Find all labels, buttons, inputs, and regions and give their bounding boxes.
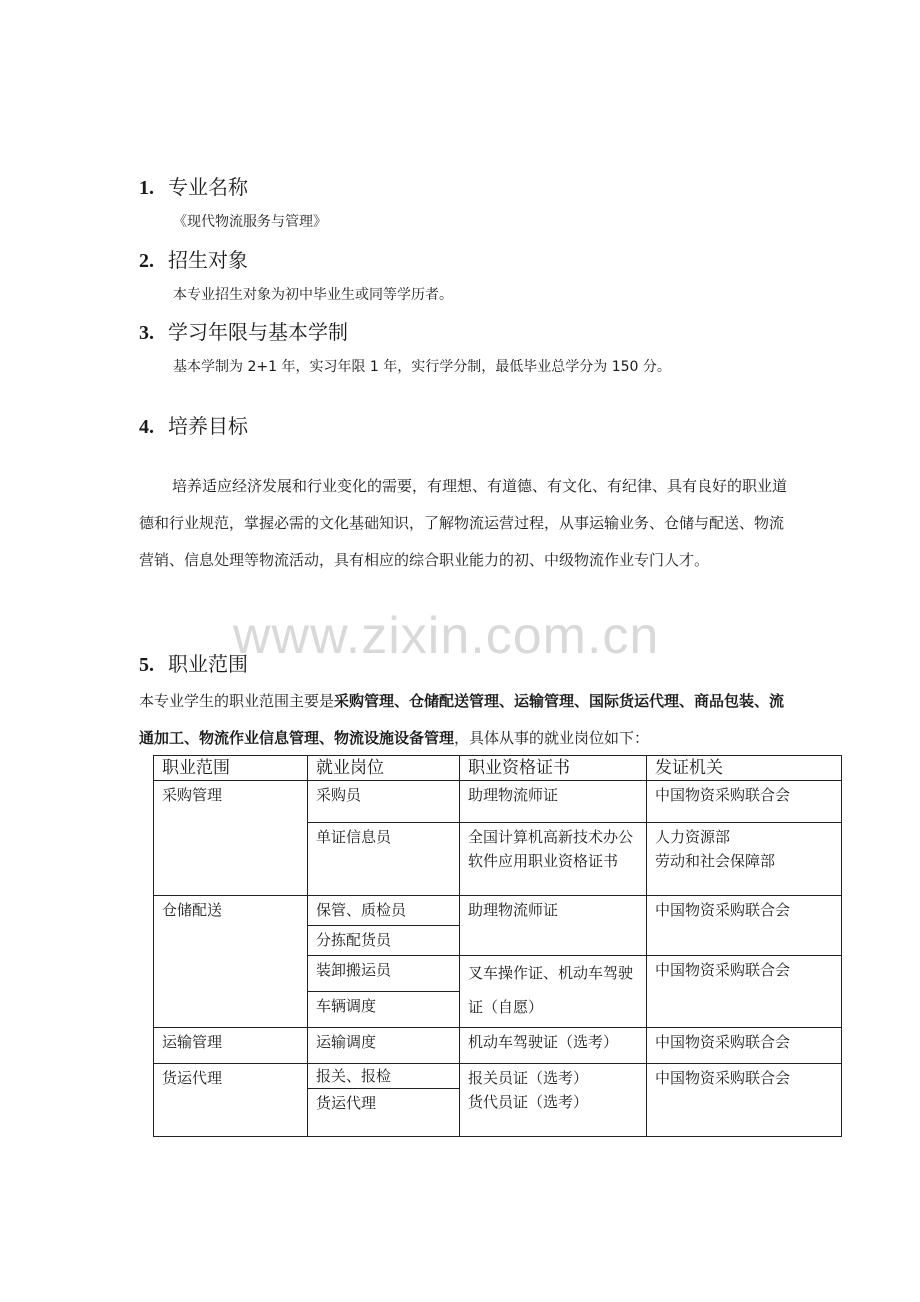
post-cell: 运输调度 xyxy=(308,1028,460,1064)
org-cell: 中国物资采购联合会 xyxy=(647,896,842,956)
cert-cell: 叉车操作证、机动车驾驶证（自愿） xyxy=(460,956,647,1028)
post-cell: 分拣配货员 xyxy=(308,926,460,956)
table-row xyxy=(154,1028,842,1064)
post-cell: 保管、质检员 xyxy=(308,896,460,926)
section-5-title: 职业范围 xyxy=(168,652,248,676)
scope-cell: 运输管理 xyxy=(154,1028,308,1064)
scope-cell: 采购管理 xyxy=(154,781,308,896)
org-line: 人力资源部 xyxy=(655,828,731,846)
table-row xyxy=(154,896,842,926)
section-4-body xyxy=(139,468,789,579)
section-1-number: 1. xyxy=(139,177,154,199)
scope-cell: 仓储配送 xyxy=(154,896,308,1028)
header-cert: 职业资格证书 xyxy=(460,756,647,781)
section-2-title: 招生对象 xyxy=(168,248,248,272)
career-table xyxy=(153,755,842,1137)
post-cell: 单证信息员 xyxy=(308,823,460,896)
org-cell: 中国物资采购联合会 xyxy=(647,1064,842,1137)
section-1-body: 《现代物流服务与管理》 xyxy=(173,214,327,230)
org-cell: 中国物资采购联合会 xyxy=(647,781,842,823)
scope-cell: 货运代理 xyxy=(154,1064,308,1137)
header-org: 发证机关 xyxy=(647,756,842,781)
header-post: 就业岗位 xyxy=(308,756,460,781)
cert-line: 货代员证（选考） xyxy=(468,1093,589,1111)
section-2-heading xyxy=(139,244,248,273)
section-1-title: 专业名称 xyxy=(168,175,248,199)
cert-cell: 全国计算机高新技术办公软件应用职业资格证书 xyxy=(460,823,647,896)
section-2-body: 本专业招生对象为初中毕业生或同等学历者。 xyxy=(173,287,453,303)
section-5-number: 5. xyxy=(139,654,154,676)
cert-cell: 机动车驾驶证（选考） xyxy=(460,1028,647,1064)
org-cell xyxy=(647,823,842,896)
post-cell: 采购员 xyxy=(308,781,460,823)
section-2-number: 2. xyxy=(139,250,154,272)
intro-tail: ，具体从事的就业岗位如下： xyxy=(454,729,650,747)
intro-plain: 本专业学生的职业范围主要是 xyxy=(139,692,335,710)
section-5-heading xyxy=(139,648,248,677)
section-5-intro xyxy=(139,683,799,757)
section-4-text: 培养适应经济发展和行业变化的需要，有理想、有道德、有文化、有纪律、具有良好的职业道德和行业规范，掌握必需的文化基础知识，了解物流运营过程，从事运输业务、仓储与配送、物流营销、信息处理等物流活动，具有相应的综合职业能力的初、中级物流作业专门人才。 xyxy=(139,477,788,569)
org-cell: 中国物资采购联合会 xyxy=(647,956,842,1028)
table-header-row xyxy=(154,756,842,781)
cert-cell xyxy=(460,1064,647,1137)
post-cell: 报关、报检 xyxy=(308,1064,460,1089)
section-3-body: 基本学制为 2+1 年，实习年限 1 年，实行学分制，最低毕业总学分为 150 分。 xyxy=(173,359,671,375)
header-scope: 职业范围 xyxy=(154,756,308,781)
section-4-title: 培养目标 xyxy=(168,414,248,438)
post-cell: 货运代理 xyxy=(308,1089,460,1137)
section-3-heading xyxy=(139,316,348,345)
watermark: www.zixin.com.cn xyxy=(233,607,660,665)
section-1-heading xyxy=(139,171,248,200)
post-cell: 装卸搬运员 xyxy=(308,956,460,992)
section-3-title: 学习年限与基本学制 xyxy=(168,320,348,344)
table-row xyxy=(154,781,842,823)
cert-cell: 助理物流师证 xyxy=(460,781,647,823)
section-3-number: 3. xyxy=(139,322,154,344)
org-cell: 中国物资采购联合会 xyxy=(647,1028,842,1064)
intro-bold: 采购管理、仓储配送管理、运输管理、国际货运代理、商品包装、流通加工、物流作业信息管理、物流设施设备管理 xyxy=(139,692,785,747)
table-row xyxy=(154,1064,842,1089)
post-cell: 车辆调度 xyxy=(308,992,460,1028)
section-4-number: 4. xyxy=(139,416,154,438)
org-line: 劳动和社会保障部 xyxy=(655,852,776,870)
cert-line: 报关员证（选考） xyxy=(468,1069,589,1087)
cert-cell: 助理物流师证 xyxy=(460,896,647,956)
section-4-heading xyxy=(139,410,248,439)
